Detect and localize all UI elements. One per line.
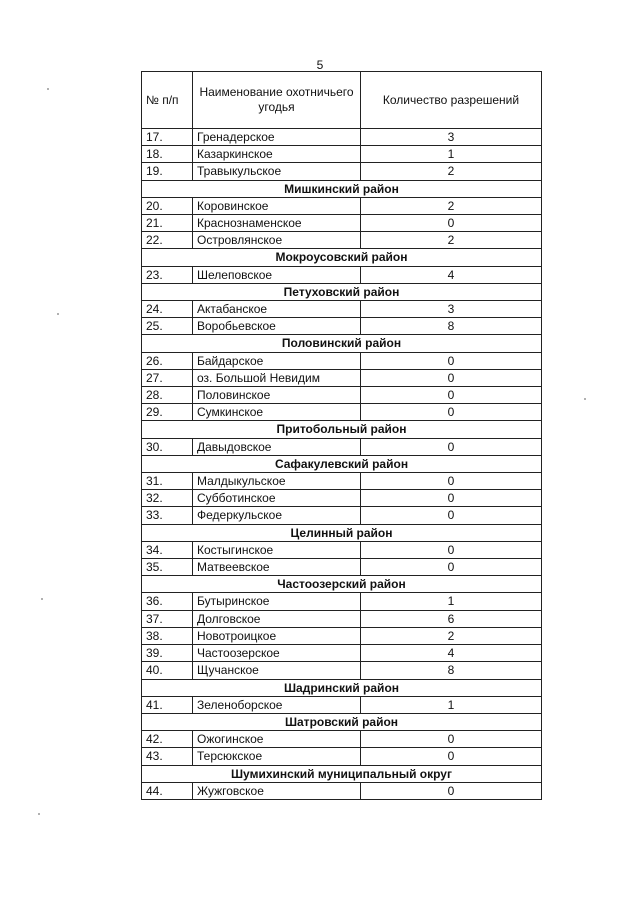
row-number: 34. bbox=[142, 541, 193, 558]
scan-speck bbox=[584, 398, 586, 400]
hunting-ground-name: Сумкинское bbox=[193, 404, 361, 421]
permit-count: 2 bbox=[361, 197, 542, 214]
row-number: 33. bbox=[142, 507, 193, 524]
row-number: 25. bbox=[142, 318, 193, 335]
district-header-row bbox=[142, 576, 542, 593]
district-title: Мокроусовский район bbox=[142, 249, 542, 266]
permit-count: 0 bbox=[361, 541, 542, 558]
table-row bbox=[142, 645, 542, 662]
table-row bbox=[142, 438, 542, 455]
hunting-permits-table bbox=[141, 71, 542, 800]
district-header-row bbox=[142, 679, 542, 696]
district-header-row bbox=[142, 765, 542, 782]
permit-count: 0 bbox=[361, 731, 542, 748]
hunting-ground-name: Гренадерское bbox=[193, 129, 361, 146]
row-number: 18. bbox=[142, 146, 193, 163]
district-title: Петуховский район bbox=[142, 283, 542, 300]
permit-count: 1 bbox=[361, 146, 542, 163]
row-number: 30. bbox=[142, 438, 193, 455]
table-row bbox=[142, 731, 542, 748]
permit-count: 6 bbox=[361, 610, 542, 627]
permit-count: 0 bbox=[361, 369, 542, 386]
table-row bbox=[142, 163, 542, 180]
table-row bbox=[142, 387, 542, 404]
permit-count: 0 bbox=[361, 559, 542, 576]
hunting-ground-name: Коровинское bbox=[193, 197, 361, 214]
row-number: 21. bbox=[142, 215, 193, 232]
hunting-ground-name: Федеркульское bbox=[193, 507, 361, 524]
permit-count: 2 bbox=[361, 163, 542, 180]
permit-count: 0 bbox=[361, 507, 542, 524]
permit-count: 0 bbox=[361, 438, 542, 455]
row-number: 44. bbox=[142, 782, 193, 799]
district-title: Частоозерский район bbox=[142, 576, 542, 593]
district-title: Шатровский район bbox=[142, 713, 542, 730]
table-row bbox=[142, 610, 542, 627]
row-number: 37. bbox=[142, 610, 193, 627]
scan-speck bbox=[41, 598, 43, 600]
permit-count: 0 bbox=[361, 387, 542, 404]
row-number: 24. bbox=[142, 301, 193, 318]
row-number: 26. bbox=[142, 352, 193, 369]
row-number: 28. bbox=[142, 387, 193, 404]
permit-count: 2 bbox=[361, 232, 542, 249]
permit-count: 0 bbox=[361, 782, 542, 799]
table-row bbox=[142, 318, 542, 335]
table-row bbox=[142, 593, 542, 610]
hunting-ground-name: Жужговское bbox=[193, 782, 361, 799]
table-row bbox=[142, 129, 542, 146]
hunting-ground-name: Байдарское bbox=[193, 352, 361, 369]
permit-count: 0 bbox=[361, 404, 542, 421]
permit-count: 0 bbox=[361, 215, 542, 232]
district-title: Шадринский район bbox=[142, 679, 542, 696]
table-row bbox=[142, 662, 542, 679]
district-header-row bbox=[142, 455, 542, 472]
hunting-ground-name: Островлянское bbox=[193, 232, 361, 249]
row-number: 20. bbox=[142, 197, 193, 214]
row-number: 27. bbox=[142, 369, 193, 386]
table-row bbox=[142, 490, 542, 507]
permit-count: 0 bbox=[361, 490, 542, 507]
hunting-ground-name: Матвеевское bbox=[193, 559, 361, 576]
table-row bbox=[142, 369, 542, 386]
row-number: 17. bbox=[142, 129, 193, 146]
hunting-ground-name: Давыдовское bbox=[193, 438, 361, 455]
district-title: Сафакулевский район bbox=[142, 455, 542, 472]
table-row bbox=[142, 627, 542, 644]
table-row bbox=[142, 473, 542, 490]
permit-count: 0 bbox=[361, 473, 542, 490]
hunting-ground-name: Малдыкульское bbox=[193, 473, 361, 490]
table-row bbox=[142, 352, 542, 369]
district-title: Мишкинский район bbox=[142, 180, 542, 197]
hunting-ground-name: Новотроицкое bbox=[193, 627, 361, 644]
permit-count: 1 bbox=[361, 593, 542, 610]
permit-count: 3 bbox=[361, 129, 542, 146]
scan-speck bbox=[38, 813, 40, 815]
district-title: Целинный район bbox=[142, 524, 542, 541]
header-row bbox=[142, 72, 542, 129]
hunting-ground-name: Щучанское bbox=[193, 662, 361, 679]
table-header bbox=[142, 72, 542, 129]
hunting-ground-name: Шелеповское bbox=[193, 266, 361, 283]
hunting-ground-name: Краснознаменское bbox=[193, 215, 361, 232]
district-header-row bbox=[142, 335, 542, 352]
permit-count: 0 bbox=[361, 352, 542, 369]
hunting-ground-name: Половинское bbox=[193, 387, 361, 404]
hunting-ground-name: Травыкульское bbox=[193, 163, 361, 180]
table-row bbox=[142, 559, 542, 576]
row-number: 41. bbox=[142, 696, 193, 713]
table-row bbox=[142, 301, 542, 318]
district-header-row bbox=[142, 524, 542, 541]
hunting-ground-name: Зеленоборское bbox=[193, 696, 361, 713]
table-body bbox=[142, 129, 542, 800]
district-title: Притобольный район bbox=[142, 421, 542, 438]
hunting-ground-name: Костыгинское bbox=[193, 541, 361, 558]
row-number: 39. bbox=[142, 645, 193, 662]
district-header-row bbox=[142, 249, 542, 266]
row-number: 35. bbox=[142, 559, 193, 576]
table-row bbox=[142, 146, 542, 163]
scan-speck bbox=[57, 313, 59, 315]
district-title: Половинский район bbox=[142, 335, 542, 352]
district-title: Шумихинский муниципальный округ bbox=[142, 765, 542, 782]
row-number: 38. bbox=[142, 627, 193, 644]
header-number: № п/п bbox=[142, 72, 193, 129]
permit-count: 3 bbox=[361, 301, 542, 318]
table-row bbox=[142, 782, 542, 799]
hunting-ground-name: Долговское bbox=[193, 610, 361, 627]
table-row bbox=[142, 507, 542, 524]
district-header-row bbox=[142, 180, 542, 197]
permit-count: 2 bbox=[361, 627, 542, 644]
row-number: 40. bbox=[142, 662, 193, 679]
hunting-ground-name: Бутыринское bbox=[193, 593, 361, 610]
row-number: 23. bbox=[142, 266, 193, 283]
district-header-row bbox=[142, 421, 542, 438]
header-hunting-ground-name: Наименование охотничьего угодья bbox=[193, 72, 361, 129]
hunting-ground-name: Частоозерское bbox=[193, 645, 361, 662]
permit-count: 8 bbox=[361, 318, 542, 335]
table-row bbox=[142, 232, 542, 249]
table-row bbox=[142, 748, 542, 765]
table-row bbox=[142, 404, 542, 421]
permit-count: 4 bbox=[361, 645, 542, 662]
district-header-row bbox=[142, 283, 542, 300]
row-number: 22. bbox=[142, 232, 193, 249]
district-header-row bbox=[142, 713, 542, 730]
hunting-ground-name: Казаркинское bbox=[193, 146, 361, 163]
header-permit-count: Количество разрешений bbox=[361, 72, 542, 129]
row-number: 29. bbox=[142, 404, 193, 421]
hunting-ground-name: Терсюкское bbox=[193, 748, 361, 765]
table-row bbox=[142, 696, 542, 713]
permit-count: 8 bbox=[361, 662, 542, 679]
scan-speck bbox=[47, 88, 49, 90]
table-row bbox=[142, 541, 542, 558]
hunting-ground-name: Актабанское bbox=[193, 301, 361, 318]
hunting-ground-name: Ожогинское bbox=[193, 731, 361, 748]
row-number: 19. bbox=[142, 163, 193, 180]
row-number: 32. bbox=[142, 490, 193, 507]
row-number: 43. bbox=[142, 748, 193, 765]
hunting-ground-name: Субботинское bbox=[193, 490, 361, 507]
row-number: 36. bbox=[142, 593, 193, 610]
hunting-ground-name: Воробьевское bbox=[193, 318, 361, 335]
hunting-ground-name: оз. Большой Невидим bbox=[193, 369, 361, 386]
row-number: 42. bbox=[142, 731, 193, 748]
permit-count: 4 bbox=[361, 266, 542, 283]
table-row bbox=[142, 197, 542, 214]
table-row bbox=[142, 266, 542, 283]
permit-count: 0 bbox=[361, 748, 542, 765]
permit-count: 1 bbox=[361, 696, 542, 713]
page-number: 5 bbox=[316, 58, 324, 72]
row-number: 31. bbox=[142, 473, 193, 490]
table-row bbox=[142, 215, 542, 232]
